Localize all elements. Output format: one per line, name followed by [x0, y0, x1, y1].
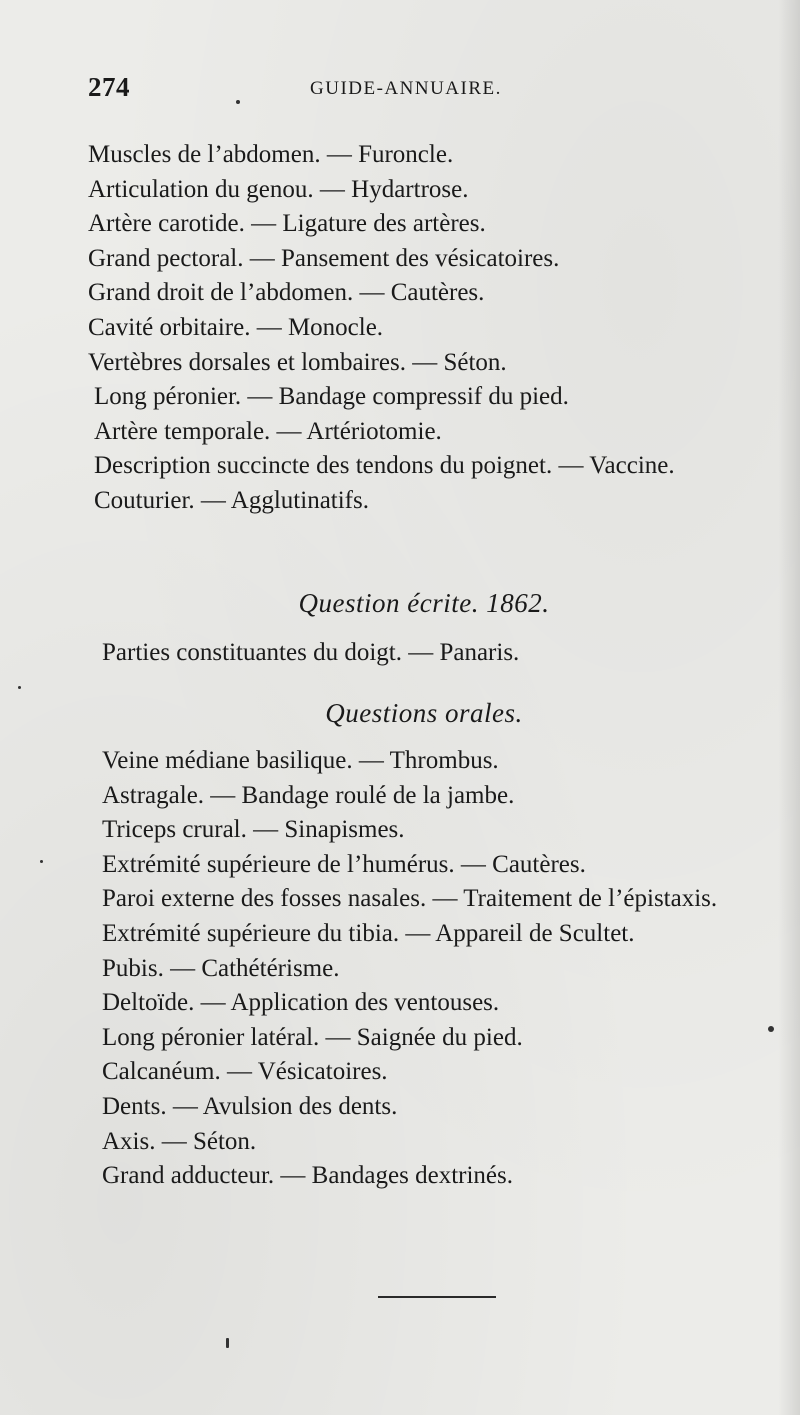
list-item: Vertèbres dorsales et lombaires. — Séton. — [88, 348, 507, 376]
list-item: Muscles de l’abdomen. — Furoncle. — [88, 141, 454, 168]
ink-speck — [40, 860, 43, 863]
page-header — [88, 72, 728, 112]
section-title-question-ecrite: Question écrite. 1862. — [298, 588, 550, 618]
list-item: Astragale. — Bandage roulé de la jambe. — [102, 781, 515, 809]
ink-speck — [226, 1338, 229, 1348]
ink-speck — [768, 1026, 774, 1032]
list-item: Articulation du genou. — Hydartrose. — [88, 175, 469, 203]
list-item: Calcanéum. — Vésicatoires. — [102, 1058, 388, 1086]
page-number: 274 — [88, 72, 130, 102]
list-item: Deltoïde. — Application des ventouses. — [102, 989, 500, 1017]
list-item: Cavité orbitaire. — Monocle. — [88, 313, 384, 341]
running-title: GUIDE-ANNUAIRE. — [310, 78, 502, 99]
list-item: Long péronier. — Bandage compressif du pied. — [94, 383, 569, 411]
ink-speck — [236, 100, 240, 104]
ink-speck — [18, 686, 21, 689]
entry-list-question-ecrite — [102, 636, 782, 671]
list-item: Paroi externe des fosses nasales. — Traitement de l’épistaxis. — [102, 885, 718, 913]
list-item: Artère temporale. — Artériotomie. — [94, 417, 442, 445]
section-title-questions-orales: Questions orales. — [325, 698, 523, 728]
list-item: Extrémité supérieure de l’humérus. — Cautères. — [102, 850, 586, 878]
list-item: Grand pectoral. — Pansement des vésicatoires. — [88, 244, 560, 272]
list-item: Axis. — Séton. — [102, 1127, 257, 1155]
list-item: Grand adducteur. — Bandages dextrinés. — [102, 1162, 513, 1190]
list-item: Long péronier latéral. — Saignée du pied. — [102, 1023, 523, 1051]
list-item: Dents. — Avulsion des dents. — [102, 1092, 398, 1120]
entry-list-first — [88, 138, 768, 519]
list-item: Veine médiane basilique. — Thrombus. — [102, 747, 499, 774]
entry-list-questions-orales — [102, 744, 762, 1194]
list-item: Extrémité supérieure du tibia. — Appareil de Scultet. — [102, 919, 635, 947]
closing-rule — [378, 1296, 496, 1298]
list-item: Parties constituantes du doigt. — Panaris. — [102, 639, 520, 666]
list-item: Triceps crural. — Sinapismes. — [102, 816, 405, 844]
list-item: Couturier. — Agglutinatifs. — [94, 486, 369, 514]
list-item: Grand droit de l’abdomen. — Cautères. — [88, 279, 485, 307]
list-item: Artère carotide. — Ligature des artères. — [88, 210, 486, 238]
list-item: Pubis. — Cathétérisme. — [102, 954, 340, 982]
list-item: Description succincte des tendons du poignet. — Vaccine. — [94, 452, 675, 480]
